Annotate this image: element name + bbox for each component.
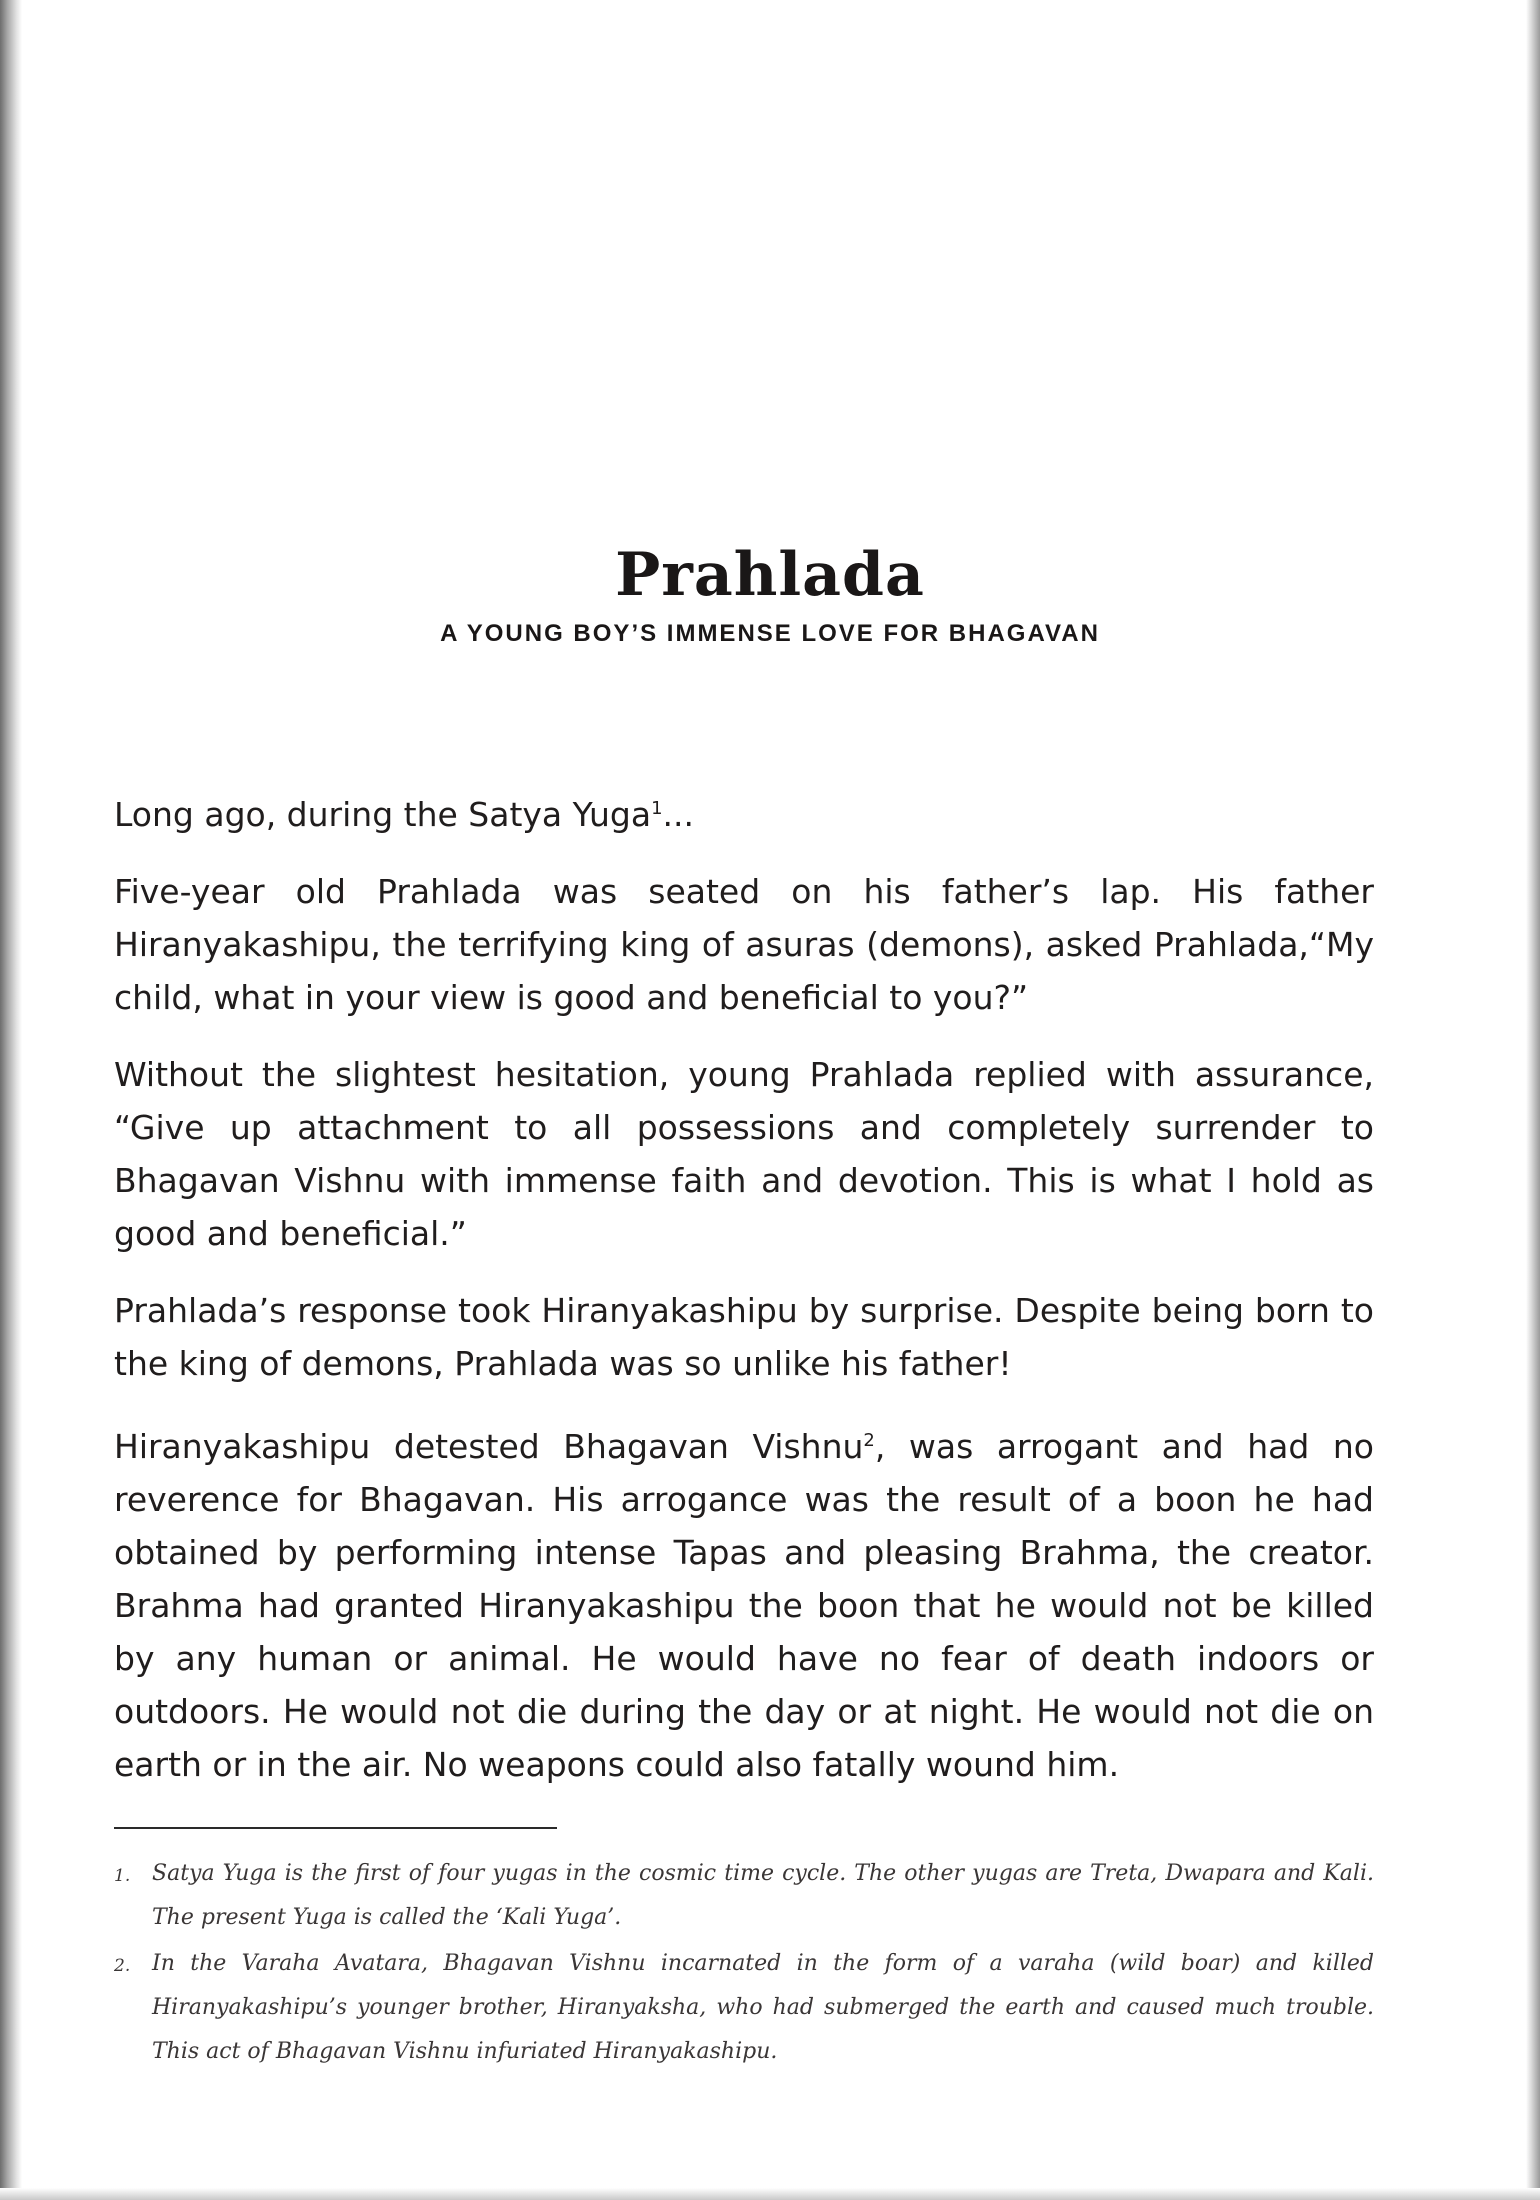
- footnote-text: Satya Yuga is the first of four yugas in the cosmic time cycle. The other yugas are Treta, Dwapara and Kali. The present Yuga is called the ‘Kali Yuga’.: [152, 1861, 1374, 1930]
- footnote-1: [114, 1852, 1374, 1940]
- paragraph-4: Prahlada’s response took Hiranyakashipu by surprise. Despite being born to the king of demons, Prahlada was so unlike his father!: [114, 1291, 1374, 1383]
- paragraph-3: Without the slightest hesitation, young Prahlada replied with assurance, “Give up attachment to all possessions and completely surrender to Bhagavan Vishnu with immense faith and devotion. This is what I hold as good and beneficial.”: [114, 1055, 1374, 1253]
- footnote-ref-2: 2: [863, 1430, 875, 1451]
- footnote-text: In the Varaha Avatara, Bhagavan Vishnu incarnated in the form of a varaha (wild boar) and killed Hiranyakashipu’s younger brother, Hiranyaksha, who had submerged the earth and caused much trouble. This act of Bhagavan Vishnu infuriated Hiranyakashipu.: [152, 1951, 1374, 2064]
- paragraph-1-ellipsis: ...: [662, 795, 695, 834]
- page-bottom-shadow: [0, 2188, 1540, 2200]
- book-spine-shadow: [0, 0, 22, 2200]
- paragraph-5-rest: , was arrogant and had no reverence for Bhagavan. His arrogance was the result of a boon he had obtained by performing intense Tapas and pleasing Brahma, the creator. Brahma had granted Hiranyakashipu the boon that he would not be killed by any human or animal. He would have no fear of death indoors or outdoors. He would not die during the day or at night. He would not die on earth or in the air. No weapons could also fatally wound him.: [114, 1427, 1374, 1784]
- page-subtitle: A YOUNG BOY’S IMMENSE LOVE FOR BHAGAVAN: [440, 620, 1100, 647]
- page-edge-shadow: [1526, 0, 1540, 2200]
- footnote-number: 1.: [114, 1866, 131, 1886]
- footnote-divider: [114, 1827, 557, 1829]
- paragraph-1-text: Long ago, during the Satya Yuga: [114, 795, 652, 834]
- paragraph-5: [114, 1414, 1374, 1791]
- story-body: [114, 782, 1374, 1815]
- footnotes: [114, 1852, 1374, 2076]
- footnote-number: 2.: [114, 1956, 131, 1976]
- paragraph-5-start: Hiranyakashipu detested Bhagavan Vishnu: [114, 1427, 864, 1466]
- paragraph-2: Five-year old Prahlada was seated on his father’s lap. His father Hiranyakashipu, the terrifying king of asuras (demons), asked Prahlada,“My child, what in your view is good and beneficial to you?”: [114, 872, 1374, 1017]
- paragraph-1: [114, 782, 1374, 841]
- page-title: Prahlada: [615, 540, 925, 611]
- footnote-ref-1: 1: [651, 798, 663, 819]
- footnote-2: [114, 1942, 1374, 2074]
